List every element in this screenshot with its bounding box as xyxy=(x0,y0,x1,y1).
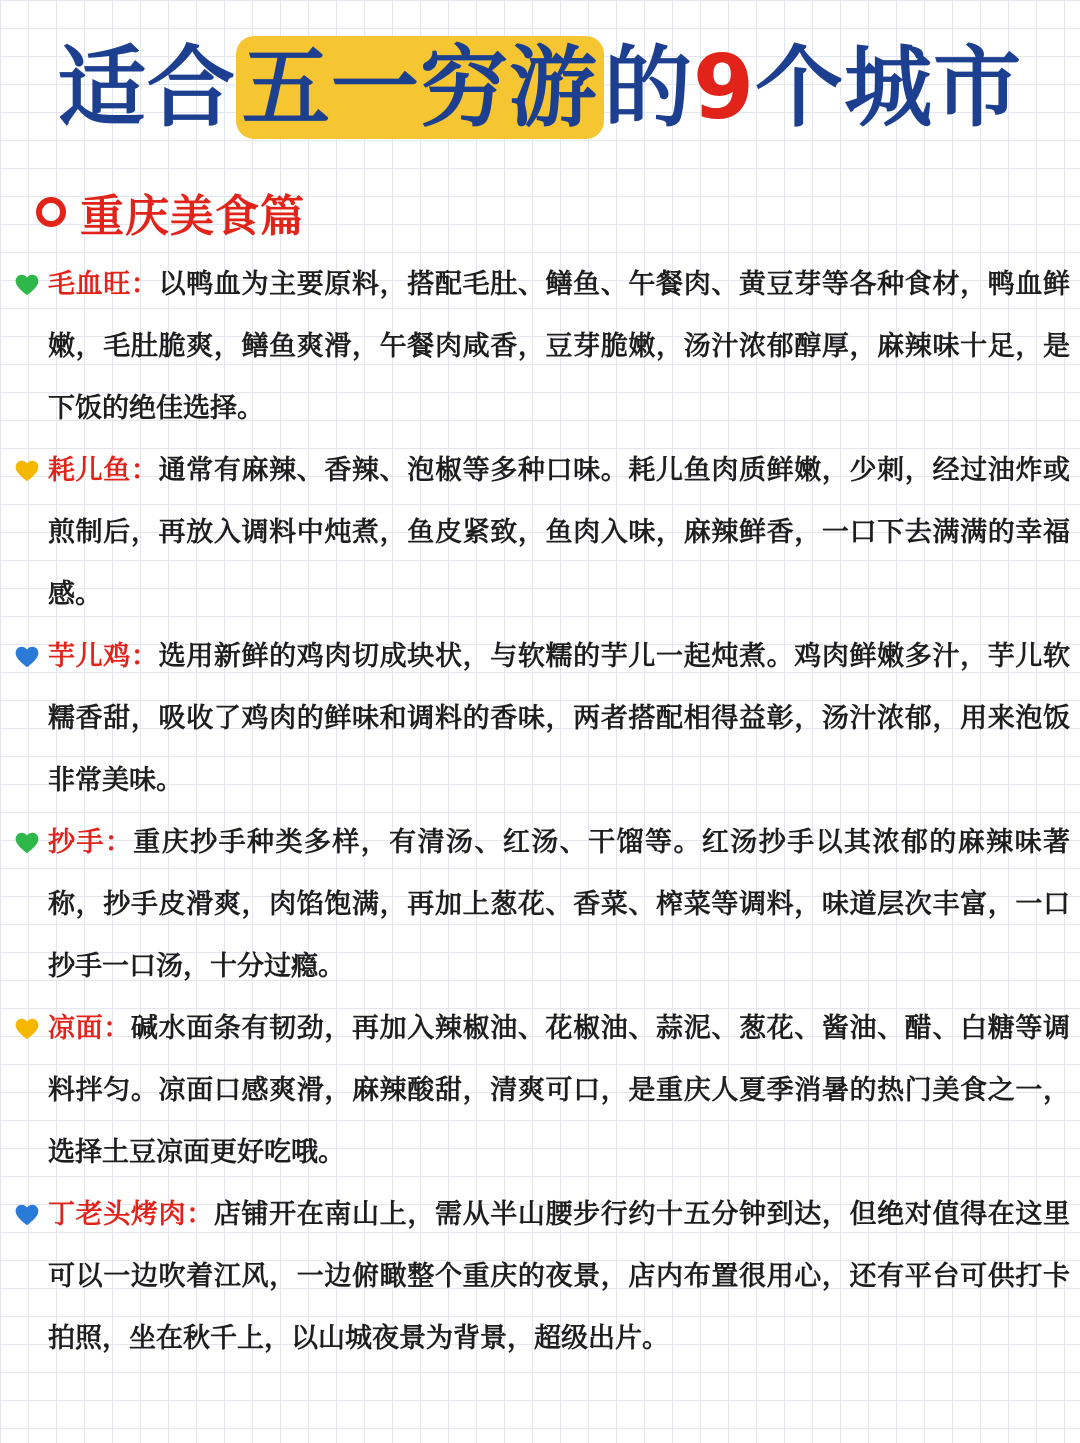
list-item xyxy=(10,1184,1070,1370)
red-circle-icon xyxy=(36,197,66,227)
list-item xyxy=(10,254,1070,440)
item-name: 抄手 xyxy=(48,827,105,858)
food-list xyxy=(10,254,1070,1370)
section-heading xyxy=(36,180,305,244)
item-colon: ： xyxy=(104,827,134,858)
item-name: 凉面 xyxy=(48,1013,104,1044)
list-item xyxy=(10,626,1070,812)
item-name: 耗儿鱼 xyxy=(48,455,131,486)
item-text: 通常有麻辣、香辣、泡椒等多种口味。耗儿鱼肉质鲜嫩，少刺，经过油炸或煎制后，再放入调料中炖煮，鱼皮紧致，鱼肉入味，麻辣鲜香，一口下去满满的幸福感。 xyxy=(48,455,1071,610)
green-heart-icon xyxy=(14,830,40,856)
item-text: 选用新鲜的鸡肉切成块状，与软糯的芋儿一起炖煮。鸡肉鲜嫩多汁，芋儿软糯香甜，吸收了鸡肉的鲜味和调料的香味，两者搭配相得益彰，汤汁浓郁，用来泡饭非常美味。 xyxy=(48,641,1071,796)
list-item xyxy=(10,440,1070,626)
yellow-heart-icon xyxy=(14,458,40,484)
blue-heart-icon xyxy=(14,644,40,670)
item-text: 重庆抄手种类多样，有清汤、红汤、干馏等。红汤抄手以其浓郁的麻辣味著称，抄手皮滑爽，肉馅饱满，再加上葱花、香菜、榨菜等调料，味道层次丰富，一口抄手一口汤，十分过瘾。 xyxy=(48,827,1071,982)
title-part1: 适合 xyxy=(57,36,236,139)
item-text: 碱水面条有韧劲，再加入辣椒油、花椒油、蒜泥、葱花、酱油、醋、白糖等调料拌匀。凉面口感爽滑，麻辣酸甜，清爽可口，是重庆人夏季消暑的热门美食之一，选择土豆凉面更好吃哦。 xyxy=(48,1013,1071,1168)
section-label: 重庆美食篇 xyxy=(80,191,305,242)
list-item xyxy=(10,812,1070,998)
title-number: 9 xyxy=(692,36,756,139)
item-name: 丁老头烤肉 xyxy=(48,1199,187,1230)
item-text: 以鸭血为主要原料，搭配毛肚、鳝鱼、午餐肉、黄豆芽等各种食材，鸭血鲜嫩，毛肚脆爽，鳝鱼爽滑，午餐肉咸香，豆芽脆嫩，汤汁浓郁醇厚，麻辣味十足，是下饭的绝佳选择。 xyxy=(48,269,1071,424)
yellow-heart-icon xyxy=(14,1016,40,1042)
item-colon: ： xyxy=(186,1199,214,1230)
title-part2: 的 xyxy=(603,36,693,139)
item-text: 店铺开在南山上，需从半山腰步行约十五分钟到达，但绝对值得在这里可以一边吹着江风，一边俯瞰整个重庆的夜景，店内布置很用心，还有平台可供打卡拍照，坐在秋千上，以山城夜景为背景，超级出片。 xyxy=(48,1199,1071,1354)
item-colon: ： xyxy=(130,269,159,300)
green-heart-icon xyxy=(14,272,40,298)
item-name: 芋儿鸡 xyxy=(48,641,131,672)
title-part3: 个城市 xyxy=(755,36,1023,139)
item-colon: ： xyxy=(130,455,159,486)
title-highlight: 五一穷游 xyxy=(236,36,604,139)
item-colon: ： xyxy=(103,1013,131,1044)
list-item xyxy=(10,998,1070,1184)
blue-heart-icon xyxy=(14,1202,40,1228)
page-title xyxy=(0,28,1080,148)
item-name: 毛血旺 xyxy=(48,269,131,300)
item-colon: ： xyxy=(130,641,159,672)
